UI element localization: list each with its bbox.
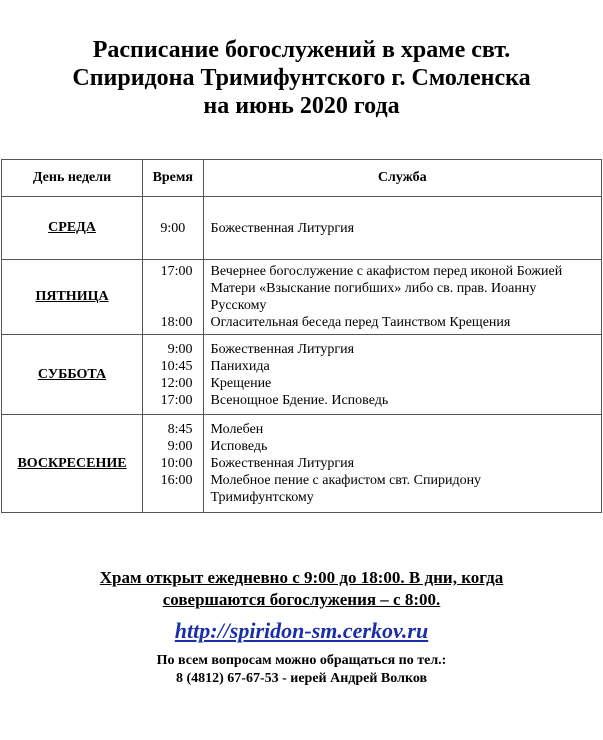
time-value: 17:00 (160, 392, 193, 408)
time-value: 12:00 (160, 375, 193, 391)
service-text: Крещение (210, 375, 272, 391)
service-text: Божественная Литургия (210, 220, 355, 236)
service-text: Исповедь (210, 439, 268, 454)
page-title (0, 36, 603, 120)
time-value: 18:00 (160, 315, 193, 330)
title-line-2: Спиридона Тримифунтского г. Смоленска (72, 65, 531, 91)
title-line-3: на июнь 2020 года (203, 93, 400, 119)
service-text: Вечернее богослужение с акафистом перед иконой Божией Матери «Взыскание погибших» либо св. прав. Иоанну Русскому (210, 264, 563, 313)
table-header-row (2, 160, 602, 197)
table-row (2, 197, 602, 260)
schedule-table (1, 159, 602, 513)
table-row (2, 335, 602, 415)
day-label: ПЯТНИЦА (35, 289, 109, 304)
time-value: 9:00 (167, 341, 193, 357)
column-header-service: Служба (203, 160, 601, 197)
service-text: Панихида (210, 358, 270, 374)
time-value: 17:00 (160, 264, 193, 279)
day-label: СРЕДА (48, 220, 96, 235)
service-text: Молебное пение с акафистом свт. Спиридону Тримифунтскому (210, 473, 482, 505)
table-row (2, 415, 602, 513)
day-label: СУББОТА (37, 366, 107, 382)
website-link[interactable]: http://spiridon-sm.cerkov.ru (174, 618, 429, 643)
phone-line: 8 (4812) 67-67-53 - иерей Андрей Волков (175, 671, 428, 686)
service-text: Молебен (210, 422, 264, 437)
column-header-day: День недели (2, 160, 143, 197)
time-value: 10:45 (160, 358, 193, 374)
title-line-1: Расписание богослужений в храме свт. (92, 37, 511, 63)
table-row (2, 260, 602, 335)
opening-hours-line-2: совершаются богослужения – с 8:00. (162, 590, 441, 609)
contact-info (0, 652, 603, 688)
service-text: Божественная Литургия (210, 341, 355, 357)
time-value: 8:45 (167, 422, 193, 437)
contact-line: По всем вопросам можно обращаться по тел.: (156, 653, 447, 668)
time-value: 10:00 (160, 456, 193, 471)
column-header-time: Время (143, 160, 203, 197)
day-label: ВОСКРЕСЕНИЕ (17, 455, 127, 471)
service-text: Божественная Литургия (210, 456, 355, 471)
opening-hours-line-1: Храм открыт ежедневно с 9:00 до 18:00. В дни, когда (99, 568, 504, 587)
time-value: 9:00 (167, 439, 193, 454)
time-value: 9:00 (160, 220, 186, 236)
opening-hours (0, 567, 603, 611)
service-text: Огласительная беседа перед Таинством Крещения (210, 315, 511, 330)
service-text: Всенощное Бдение. Исповедь (210, 392, 389, 408)
time-value: 16:00 (160, 473, 193, 488)
